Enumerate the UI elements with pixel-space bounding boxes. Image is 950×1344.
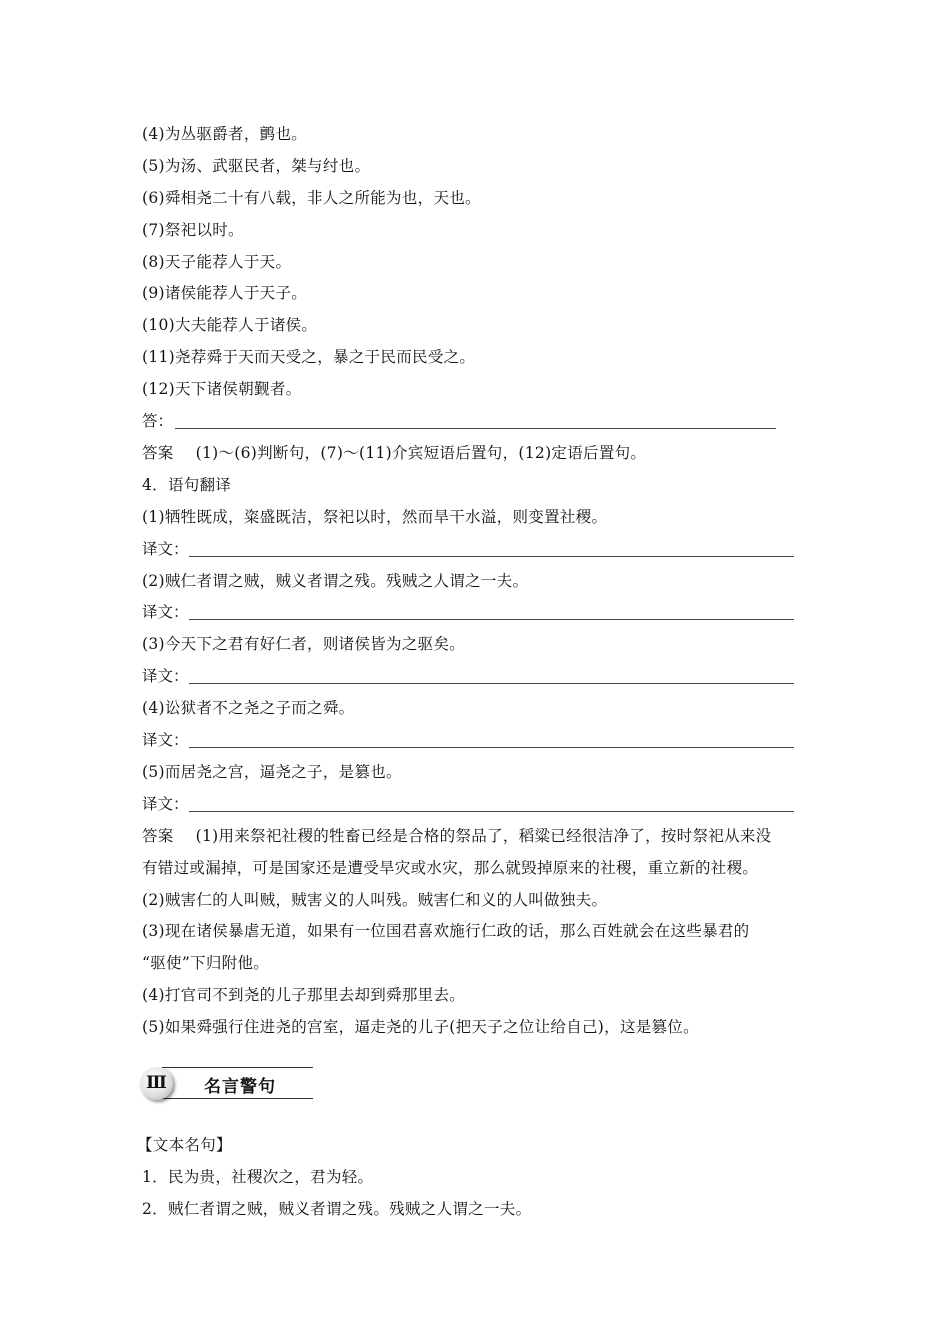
answer-prompt-label: 答： bbox=[142, 412, 174, 430]
translation-sentence: (5)而居尧之宫，逼尧之子，是篡也。 bbox=[142, 763, 402, 781]
quote-item: 1．民为贵，社稷次之，君为轻。 bbox=[142, 1168, 374, 1186]
answer-label: 答案 bbox=[142, 444, 174, 462]
quote-item: 2．贼仁者谓之贼，贼义者谓之残。残贼之人谓之一夫。 bbox=[142, 1200, 532, 1218]
translation-prompt-label: 译文： bbox=[142, 795, 189, 813]
answer-line: (2)贼害仁的人叫贼，贼害义的人叫残。贼害仁和义的人叫做独夫。 bbox=[142, 891, 608, 909]
answer-blank-line bbox=[175, 428, 776, 429]
section-header bbox=[140, 1063, 315, 1103]
translation-sentence: (1)牺牲既成，粢盛既洁，祭祀以时，然而旱干水溢，则变置社稷。 bbox=[142, 508, 608, 526]
sentence-item: (11)尧荐舜于天而天受之，暴之于民而民受之。 bbox=[142, 348, 476, 366]
answer-text: (1)～(6)判断句，(7)～(11)介宾短语后置句，(12)定语后置句。 bbox=[195, 444, 647, 462]
answer-line: (3)现在诸侯暴虐无道，如果有一位国君喜欢施行仁政的话，那么百姓就会在这些暴君的 bbox=[142, 922, 750, 940]
section-heading: 4．语句翻译 bbox=[142, 476, 232, 494]
translation-blank-row bbox=[142, 666, 189, 686]
sentence-item: (10)大夫能荐人于诸侯。 bbox=[142, 316, 318, 334]
answer-line bbox=[142, 826, 771, 846]
answer-line: “驱使”下归附他。 bbox=[142, 954, 270, 972]
answer-label: 答案 bbox=[142, 827, 174, 845]
translation-blank-row bbox=[142, 539, 189, 559]
subheading: 【文本名句】 bbox=[137, 1136, 232, 1154]
translation-prompt-label: 译文： bbox=[142, 603, 189, 621]
sentence-item: (6)舜相尧二十有八载，非人之所能为也，天也。 bbox=[142, 189, 481, 207]
answer-blank-row bbox=[142, 411, 173, 431]
translation-blank-line bbox=[189, 747, 794, 748]
translation-blank-row bbox=[142, 730, 189, 750]
header-top-rule bbox=[162, 1067, 313, 1068]
translation-blank-line bbox=[189, 619, 794, 620]
translation-sentence: (3)今天下之君有好仁者，则诸侯皆为之驱矣。 bbox=[142, 635, 466, 653]
roman-numeral-badge: Ⅲ bbox=[140, 1067, 173, 1100]
sentence-item: (12)天下诸侯朝觐者。 bbox=[142, 380, 302, 398]
sentence-item: (9)诸侯能荐人于天子。 bbox=[142, 284, 308, 302]
translation-blank-line bbox=[189, 683, 794, 684]
translation-blank-row bbox=[142, 794, 189, 814]
translation-blank-line bbox=[189, 811, 794, 812]
translation-sentence: (4)讼狱者不之尧之子而之舜。 bbox=[142, 699, 355, 717]
translation-prompt-label: 译文： bbox=[142, 731, 189, 749]
answer-line bbox=[142, 443, 646, 463]
answer-line: (4)打官司不到尧的儿子那里去却到舜那里去。 bbox=[142, 986, 466, 1004]
answer-line: (5)如果舜强行住进尧的宫室，逼走尧的儿子(把天子之位让给自己)，这是篡位。 bbox=[142, 1018, 699, 1036]
translation-prompt-label: 译文： bbox=[142, 540, 189, 558]
section-title: 名言警句 bbox=[204, 1077, 276, 1097]
translation-prompt-label: 译文： bbox=[142, 667, 189, 685]
translation-sentence: (2)贼仁者谓之贼，贼义者谓之残。残贼之人谓之一夫。 bbox=[142, 572, 529, 590]
sentence-item: (4)为丛驱爵者，鹯也。 bbox=[142, 125, 308, 143]
answer-text: (1)用来祭祀社稷的牲畜已经是合格的祭品了，稻粱已经很洁净了，按时祭祀从来没 bbox=[195, 827, 772, 845]
translation-blank-line bbox=[189, 556, 794, 557]
header-bottom-rule bbox=[162, 1098, 313, 1099]
translation-blank-row bbox=[142, 602, 189, 622]
sentence-item: (5)为汤、武驱民者，桀与纣也。 bbox=[142, 157, 371, 175]
sentence-item: (7)祭祀以时。 bbox=[142, 221, 244, 239]
answer-line: 有错过或漏掉，可是国家还是遭受旱灾或水灾，那么就毁掉原来的社稷，重立新的社稷。 bbox=[142, 859, 759, 877]
sentence-item: (8)天子能荐人于天。 bbox=[142, 253, 292, 271]
